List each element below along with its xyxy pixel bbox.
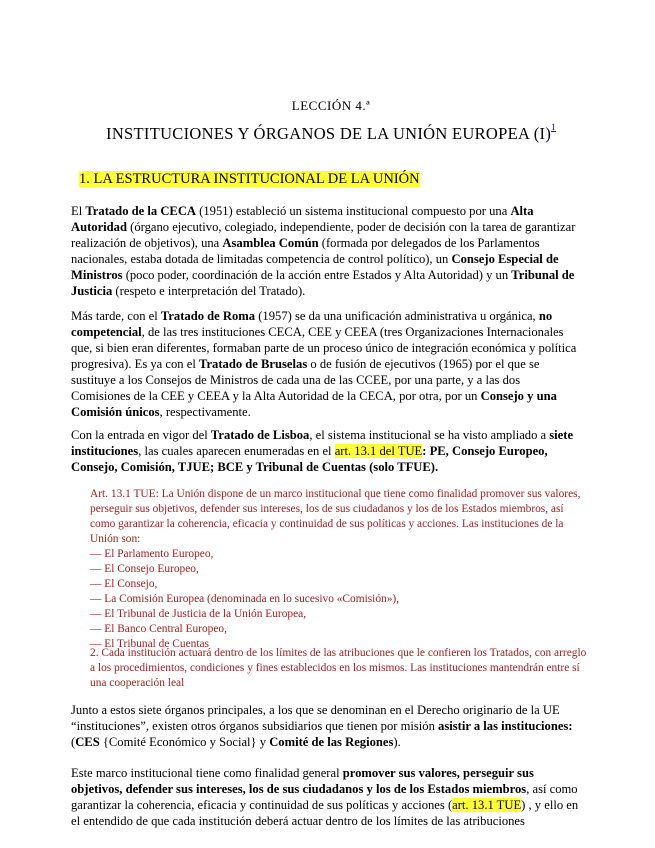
quote-art-13-2: 2. Cada institución actuará dentro de los límites de las atribuciones que le confieren los Tratados, con arreglo a los procedimientos, condiciones y fines establecidos en los mismos. Las instituciones mantendrán entre sí una cooperación leal (90, 647, 587, 689)
footnote-link[interactable]: 1 (551, 122, 556, 132)
bold-text: Tratado de la CECA (85, 204, 197, 218)
text: Con la entrada en vigor del (71, 428, 211, 442)
list-item: — El Tribunal de Cuentas (90, 638, 209, 650)
bold-text: Consejo y una Comisión únicos (71, 389, 557, 419)
text: Este marco institucional tiene como finalidad general (71, 766, 343, 780)
bold-text: Asamblea Común (222, 236, 319, 250)
text: (formada por delegados de los Parlamentos nacionales, estaba dotada de limitadas competencia de control político), un (71, 236, 540, 266)
paragraph-marco (71, 765, 581, 829)
text: (órgano ejecutivo, colegiado, independiente, poder de decisión con la tarea de garantizar realización de objetivos), una (71, 220, 576, 250)
section-heading-text: 1. LA ESTRUCTURA INSTITUCIONAL DE LA UNIÓN (79, 171, 420, 187)
text: ( (71, 735, 76, 749)
paragraph-ceca (71, 203, 581, 299)
list-item: — El Tribunal de Justicia de la Unión Europea, (90, 608, 307, 620)
text: Más tarde, con el (71, 309, 161, 323)
list-item: — El Consejo, (90, 578, 158, 590)
list-item: — El Consejo Europeo, (90, 563, 199, 575)
text: , el sistema institucional se ha visto ampliado a (309, 428, 550, 442)
bold-text: siete instituciones (71, 428, 574, 458)
paragraph-roma (71, 308, 581, 420)
page-title (71, 124, 591, 144)
text: (1951) estableció un sistema institucional compuesto por una (196, 204, 511, 218)
bold-text: promover sus valores, perseguir sus objetivos, defender sus intereses, los de sus ciudadanos y los de los Estados miembros (71, 766, 534, 796)
text: {Comité Económico y Social} y (99, 735, 270, 749)
text: (respeto e interpretación del Tratado). (112, 284, 306, 298)
bold-text: Tribunal de Justicia (71, 268, 575, 298)
bold-text: no competencial (71, 309, 553, 339)
text: Junto a estos siete órganos principales, a los que se denominan en el Derecho originario de la UE “instituciones”, existen otros órganos subsidiarios que tienen por misión (71, 703, 560, 733)
text: ). (393, 735, 401, 749)
text: o de fusión de ejecutivos (1965) por el que se sustituye a los Consejos de Ministros de cada una de las CCEE, por una parte, y a las dos Comisiones de la CEE y CEEA y la Alta Autoridad de la CECA, por otra, por un (71, 357, 540, 403)
bold-text: Tratado de Bruselas (199, 357, 308, 371)
bold-text: Consejo Especial de Ministros (71, 252, 559, 282)
title-text: INSTITUCIONES Y ÓRGANOS DE LA UNIÓN EUROPEA (I) (106, 124, 552, 143)
list-item: — La Comisión Europea (denominada en lo sucesivo «Comisión»), (90, 593, 400, 605)
highlight-article-ref: art. 13.1 del TUE (334, 444, 423, 458)
text: El (71, 204, 86, 218)
text: , las cuales aparecen enumeradas en el (138, 444, 335, 458)
section-heading (79, 171, 420, 188)
quote-art-13-1 (90, 487, 590, 652)
bold-text: Alta Autoridad (71, 204, 534, 234)
bold-text: Tratado de Lisboa (210, 428, 310, 442)
text: , así como garantizar la coherencia, eficacia y continuidad de sus políticas y acciones ( (71, 782, 578, 812)
text: (1957) se da una unificación administrativa u orgánica, (255, 309, 539, 323)
bold-text: CES (75, 735, 100, 749)
paragraph-organos (71, 702, 581, 750)
quote-intro: Art. 13.1 TUE: La Unión dispone de un marco institucional que tiene como finalidad promover sus valores, perseguir sus objetivos, defender sus intereses, los de sus ciudadanos y los de los Estados miembros, así como garantizar la coherencia, eficacia y continuidad de sus políticas y acciones. Las instituciones de la Unión son: (90, 488, 581, 545)
text: ) , y ello en el entendido de que cada institución deberá actuar dentro de los límites de las atribuciones (71, 798, 579, 828)
highlight-article-ref: art. 13.1 TUE (452, 798, 522, 812)
bold-text: Tratado de Roma (160, 309, 256, 323)
bold-text: asistir a las instituciones: (438, 719, 573, 733)
list-item: — El Parlamento Europeo, (90, 548, 214, 560)
text: , de las tres instituciones CECA, CEE y CEEA (tres Organizaciones Internacionales que, si bien eran diferentes, formaban parte de un proceso único de integración económica y política progresiva). Es ya con el (71, 325, 577, 371)
bold-text: Comité de las Regiones (269, 735, 394, 749)
text: (poco poder, coordinación de la acción entre Estados y Alta Autoridad) y un (122, 268, 512, 282)
text: , respectivamente. (159, 405, 251, 419)
paragraph-lisboa (71, 427, 581, 475)
list-item: — El Banco Central Europeo, (90, 623, 227, 635)
lesson-label: LECCIÓN 4.ª (291, 98, 371, 113)
bold-text: : PE, Consejo Europeo, Consejo, Comisión, TJUE; BCE y Tribunal de Cuentas (solo TFUE). (71, 444, 548, 474)
